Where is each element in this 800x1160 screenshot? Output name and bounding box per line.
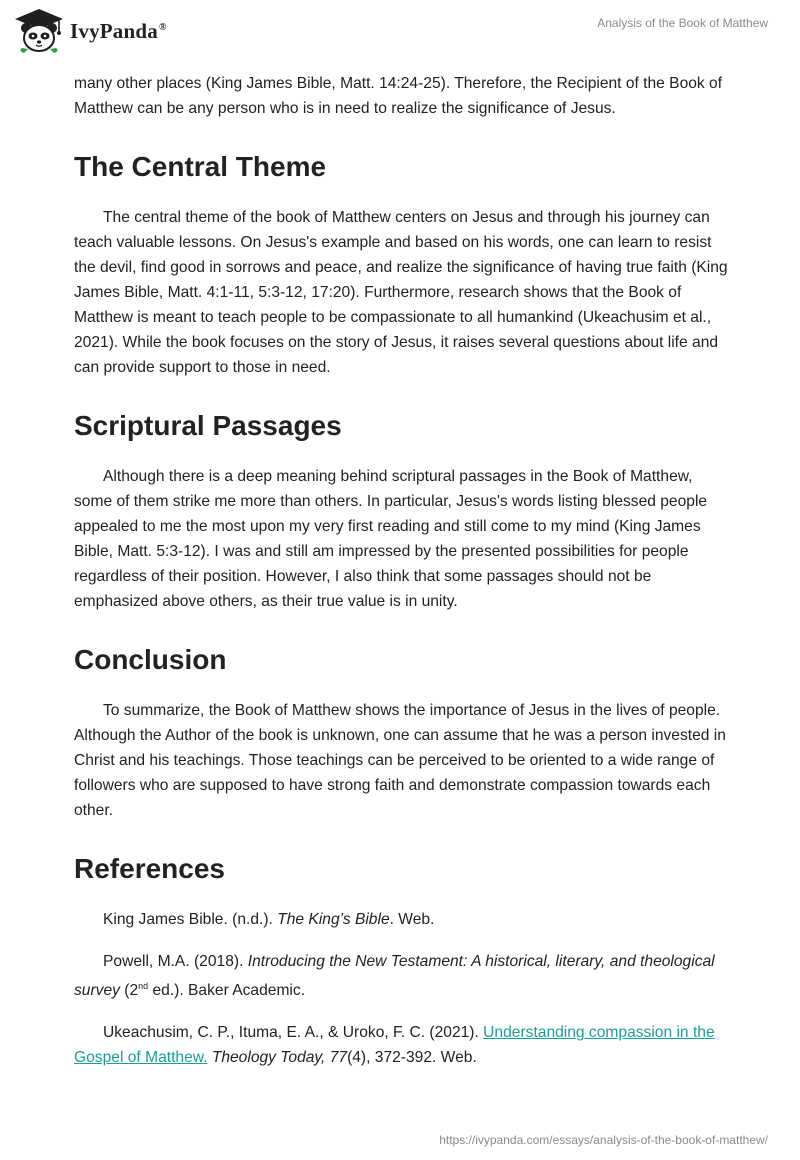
- panda-graduate-logo-icon: [14, 8, 64, 54]
- heading-conclusion: Conclusion: [74, 644, 227, 675]
- heading-scriptural-passages: Scriptural Passages: [74, 410, 342, 441]
- essay-body: [74, 71, 734, 1087]
- reference-item: King James Bible. (n.d.). The King’s Bible. Web.: [103, 911, 435, 928]
- paragraph-scriptural-passages: Although there is a deep meaning behind scriptural passages in the Book of Matthew, some of them strike me more than others. In particular, Jesus's words listing blessed people appealed to me the most upon my very first reading and still come to my mind (King James Bible, Matt. 5:3-12). I was and still am impressed by the presented possibilities for people regardless of their position. However, I also think that some passages should not be emphasized above others, as their true value is in unity.: [74, 468, 708, 610]
- document-title: Analysis of the Book of Matthew: [597, 16, 768, 30]
- footer-source-url[interactable]: https://ivypanda.com/essays/analysis-of-the-book-of-matthew/: [439, 1133, 768, 1147]
- heading-central-theme: The Central Theme: [74, 151, 327, 182]
- paragraph-conclusion: To summarize, the Book of Matthew shows the importance of Jesus in the lives of people. Although the Author of the book is unknown, one can assume that he was a person invested in Christ and his teachings. Those teachings can be perceived to be oriented to a wide range of followers who are supposed to have strong faith and demonstrate compassion towards each other.: [74, 702, 726, 819]
- reference-item: Ukeachusim, C. P., Ituma, E. A., & Uroko, F. C. (2021). Understanding compassion in the Gospel of Matthew. Theology Today, 77(4), 372-392. Web.: [74, 1024, 715, 1067]
- heading-references: References: [74, 853, 225, 884]
- paragraph-central-theme: The central theme of the book of Matthew centers on Jesus and through his journey can teach valuable lessons. On Jesus's example and based on his words, one can learn to resist the devil, find good in sorrows and peace, and realize the significance of having true faith (King James Bible, Matt. 4:1-11, 5:3-12, 17:20). Furthermore, research shows that the Book of Matthew is meant to teach people to be compassionate to all humankind (Ukeachusim et al., 2021). While the book focuses on the story of Jesus, it raises several questions about life and can provide support to those in need.: [74, 209, 728, 376]
- ivypanda-logo[interactable]: [14, 8, 167, 54]
- intro-paragraph: many other places (King James Bible, Matt. 14:24-25). Therefore, the Recipient of the Book of Matthew can be any person who is in need to realize the significance of Jesus.: [74, 75, 723, 117]
- reference-link[interactable]: Understanding compassion in the Gospel of Matthew.: [74, 1024, 715, 1067]
- reference-item: Powell, M.A. (2018). Introducing the New Testament: A historical, literary, and theological survey (2nd ed.). Baker Academic.: [74, 953, 715, 1000]
- page-header: [0, 0, 800, 66]
- brand-name: IvyPanda®: [70, 18, 167, 43]
